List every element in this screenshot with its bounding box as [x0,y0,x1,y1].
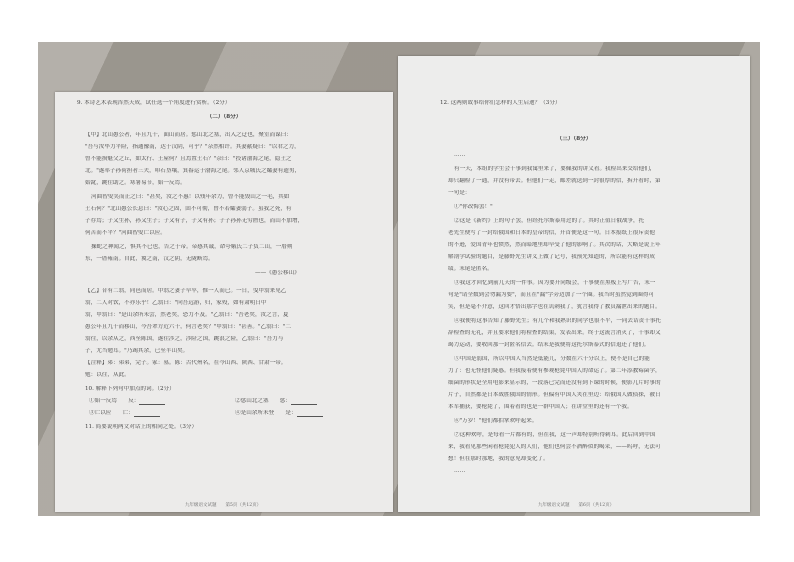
passage-jia-line: 河曲智叟笑而止之曰："甚矣，汝之不惠！以残年余力，曾不能毁山之一毛，其如 [91,194,290,200]
q10-item-c: ③亡以应 亡： [89,410,160,417]
passage-jia-line: 东，一厝雍南。自此，冀之南，汉之阴，无陇断焉。 [85,256,214,262]
passage-jia-line: 子存焉；子又生孙，孙又生子；子又有子，子又有孙；子子孙孙无穷匮也，而山不加增， [85,218,304,224]
passage-line: 绩。末尾是匿名。 [448,266,493,272]
passage-jia-line: 曾不能损魁父之丘，如太行、王屋何？且焉置土石？"杂曰："投诸渤海之尾，隐土之 [85,156,292,162]
section-title-three: （三）（8分） [556,136,592,142]
question-10: 10. 解释下列句中加点的词。（2分） [85,386,175,392]
q10-item-d: ④是山余所未登 是： [235,410,323,417]
passage-line: ⑥"万岁！"他们都拍掌欢呼起来。 [454,418,538,424]
passage-jia-line: 何苦而不平？"河曲智叟亡以应。 [85,230,166,236]
ellipsis-end: …… [454,468,466,474]
annotation-note: 勉：以往，从此。 [85,372,130,378]
passage-yi-line: 愚公年且九十而移山，今吾辈方近六十，何言老矣？"甲翁曰："甚善。"乙翁曰："二 [85,324,292,330]
passage-jia-line: 土石何？"北山愚公长息曰："汝心之固，固不可彻，曾不若孀妻弱子。虽我之死，有 [85,206,292,212]
passage-yi-line: 子，尤当勉耳。"乃竭其余，已至半山矣。 [85,348,189,354]
page-footer-left: 九年级语文试题 第5页（共12页） [185,503,262,508]
question-9: 9. 本诗艺术表现浑然天成，试任选一个角度进行赏析。（2分） [77,100,231,106]
passage-jia-line: 操蛇之神闻之，惧其不已也，告之于帝。帝感其诚，命夸娥氏二子负二山，一厝朔 [91,244,293,250]
passage-line: 句是"请全数到会勿漏为要"，而且在"漏"字旁边加了一个圈。我当时虽然觉到圈得可 [448,292,655,298]
passage-yi-line: 【乙】昔有二翁，同邑而居。甲翁之妻子早卒，惟一人而已。一日，曳甲翁来见乙 [85,288,287,294]
passage-line: ③我这才回忆到前几天的一件事。因为要开同级会，干事便在黑板上写广告，末一 [454,280,656,286]
passage-line: 本军捕获，要枪毙了，围着看的也是一群中国人；在讲堂里的还有一个我。 [448,404,633,410]
passage-line: ①"你改悔罢！" [454,204,493,210]
passage-yi-line: 翁往，以余从之，西至陈国，遂往涉之，涉险之国，跳浪之险，乙翁曰："吾力与 [85,336,284,342]
ellipsis-start: …… [454,152,466,158]
passage-line: 片子，自然都是日本战胜俄国的情形。但偏有中国人夹在里边：给俄国人做侦探，被日 [448,392,661,398]
section-title-two: （二）（8分） [206,114,242,120]
passage-yi-line: 翁，二人对饮，不亦乐乎！乙翁曰："向吾远游，归，家殁，如有肃明日中 [85,300,267,306]
passage-line: ⑤中国是弱国，所以中国人当然是低能儿，分数在六十分以上，便不是自己的能 [454,356,650,362]
passage-line: 细菌的形状是全用电影来显示的，一段落已完而还没有到下课的时候，便影几片时事的 [448,380,661,386]
passage-line: 老先生便写了一封给俄国和日本的皇帝的信，开首便是这一句。日本报纸上很斥责他 [448,230,655,236]
passage-jia-line: 北。"遂率子孙荷担者三夫，叩石垦壤，箕畚运于渤海之尾。邻人京城氏之孀妻有遗男， [85,168,301,174]
passage-line: 辞检查的无礼，并且要求他们将检查的结果，发表出来。终于这流言消灭了，干事却又 [448,330,661,336]
exam-page-left [55,92,393,512]
passage-yi-line: 翁，甲翁曰："是山余所未尝，然老矣，恐力不及。"乙翁曰："吾老矣，汝之言，夏 [85,312,289,318]
passage-line: 却只翻检了一通，并没有带去。但他们一走，邮差就送到一封很厚的信，拆开看时，第 [448,178,661,184]
passage-line: 笑，但是毫不介意，这回才悟出那字也在讥刺我了，犹言我得了教员漏泄出来的题目。 [448,304,661,310]
passage-jia-line: 【甲】北山愚公者，年且九十，面山而居。惩山北之塞，出入之迂也，聚室而谋曰： [85,132,292,138]
passage-line: 力了：也无怪他们疑惑。但我接着便有参观枪毙中国人的命运了。第二年添教霉菌学， [448,368,661,374]
q10-item-a: ①始一反焉 反： [89,398,165,405]
passage-line: 一句是： [448,190,471,196]
question-11: 11. 简要说明两文对话上的相同之处。（3分） [85,424,198,430]
passage-line: ②这是《新约》上的句子罢，但经托尔斯泰用过的了。其时正值日俄战争，托 [454,218,645,224]
passage-line: 竭力运动，要收回那一封匿名信去。结末是我便将这托尔斯泰式的信退还了他们。 [448,342,650,348]
passage-line: ⑦这种欢呼，是每看一片都有的，但在我，这一声却特别听得刺耳。此后回到中国 [454,432,656,438]
question-12: 12. 这两则故事给你们怎样的人生启迪？（3分） [440,100,561,106]
passage-line: 想！但在那时那地，我的意见却变化了。 [448,456,549,462]
passage-line: 来，我看见那些闲看枪毙犯人的人们，他们也何尝不酒醉似的喝采，——呜呼，无法可 [448,444,661,450]
exam-page-right [398,56,750,512]
passage-source: ——《愚公移山》 [255,270,300,276]
passage-line: 有一天，本组的学生会干事到我寓里来了，要佩我的讲义看。我检出来交给他们， [454,166,656,172]
q10-item-b: ②惩山北之塞 惩： [235,398,317,405]
passage-jia-line: "吾与汝毕力平险，指通豫南，达于汉阴，可乎？"杂然相许。其妻献疑曰："以君之力， [85,144,300,150]
page-footer-right: 九年级语文试题 第6页（共12页） [538,503,615,508]
passage-jia-line: 始龀，跳往助之。寒暑易节，始一反焉。 [85,180,186,186]
annotation-note: 【注释】弟：弟弟，完子。冢：墓。陈：古代州名，在今山西、陕西、甘肃一带。 [85,360,287,366]
passage-line: 的不逊，爱国青年也愤然，然而暗地里却早受了他的影响了。其次的话，大略是说上年 [448,242,661,248]
passage-line: ④我便将这事告知了藤野先生；有几个和我熟识的同学也很不平，一同去诘责干事托 [454,318,661,324]
passage-line: 解剖学试验的题目，是藤野先生讲义上做了记号，我预先知道的，所以能有这样的成 [448,254,655,260]
